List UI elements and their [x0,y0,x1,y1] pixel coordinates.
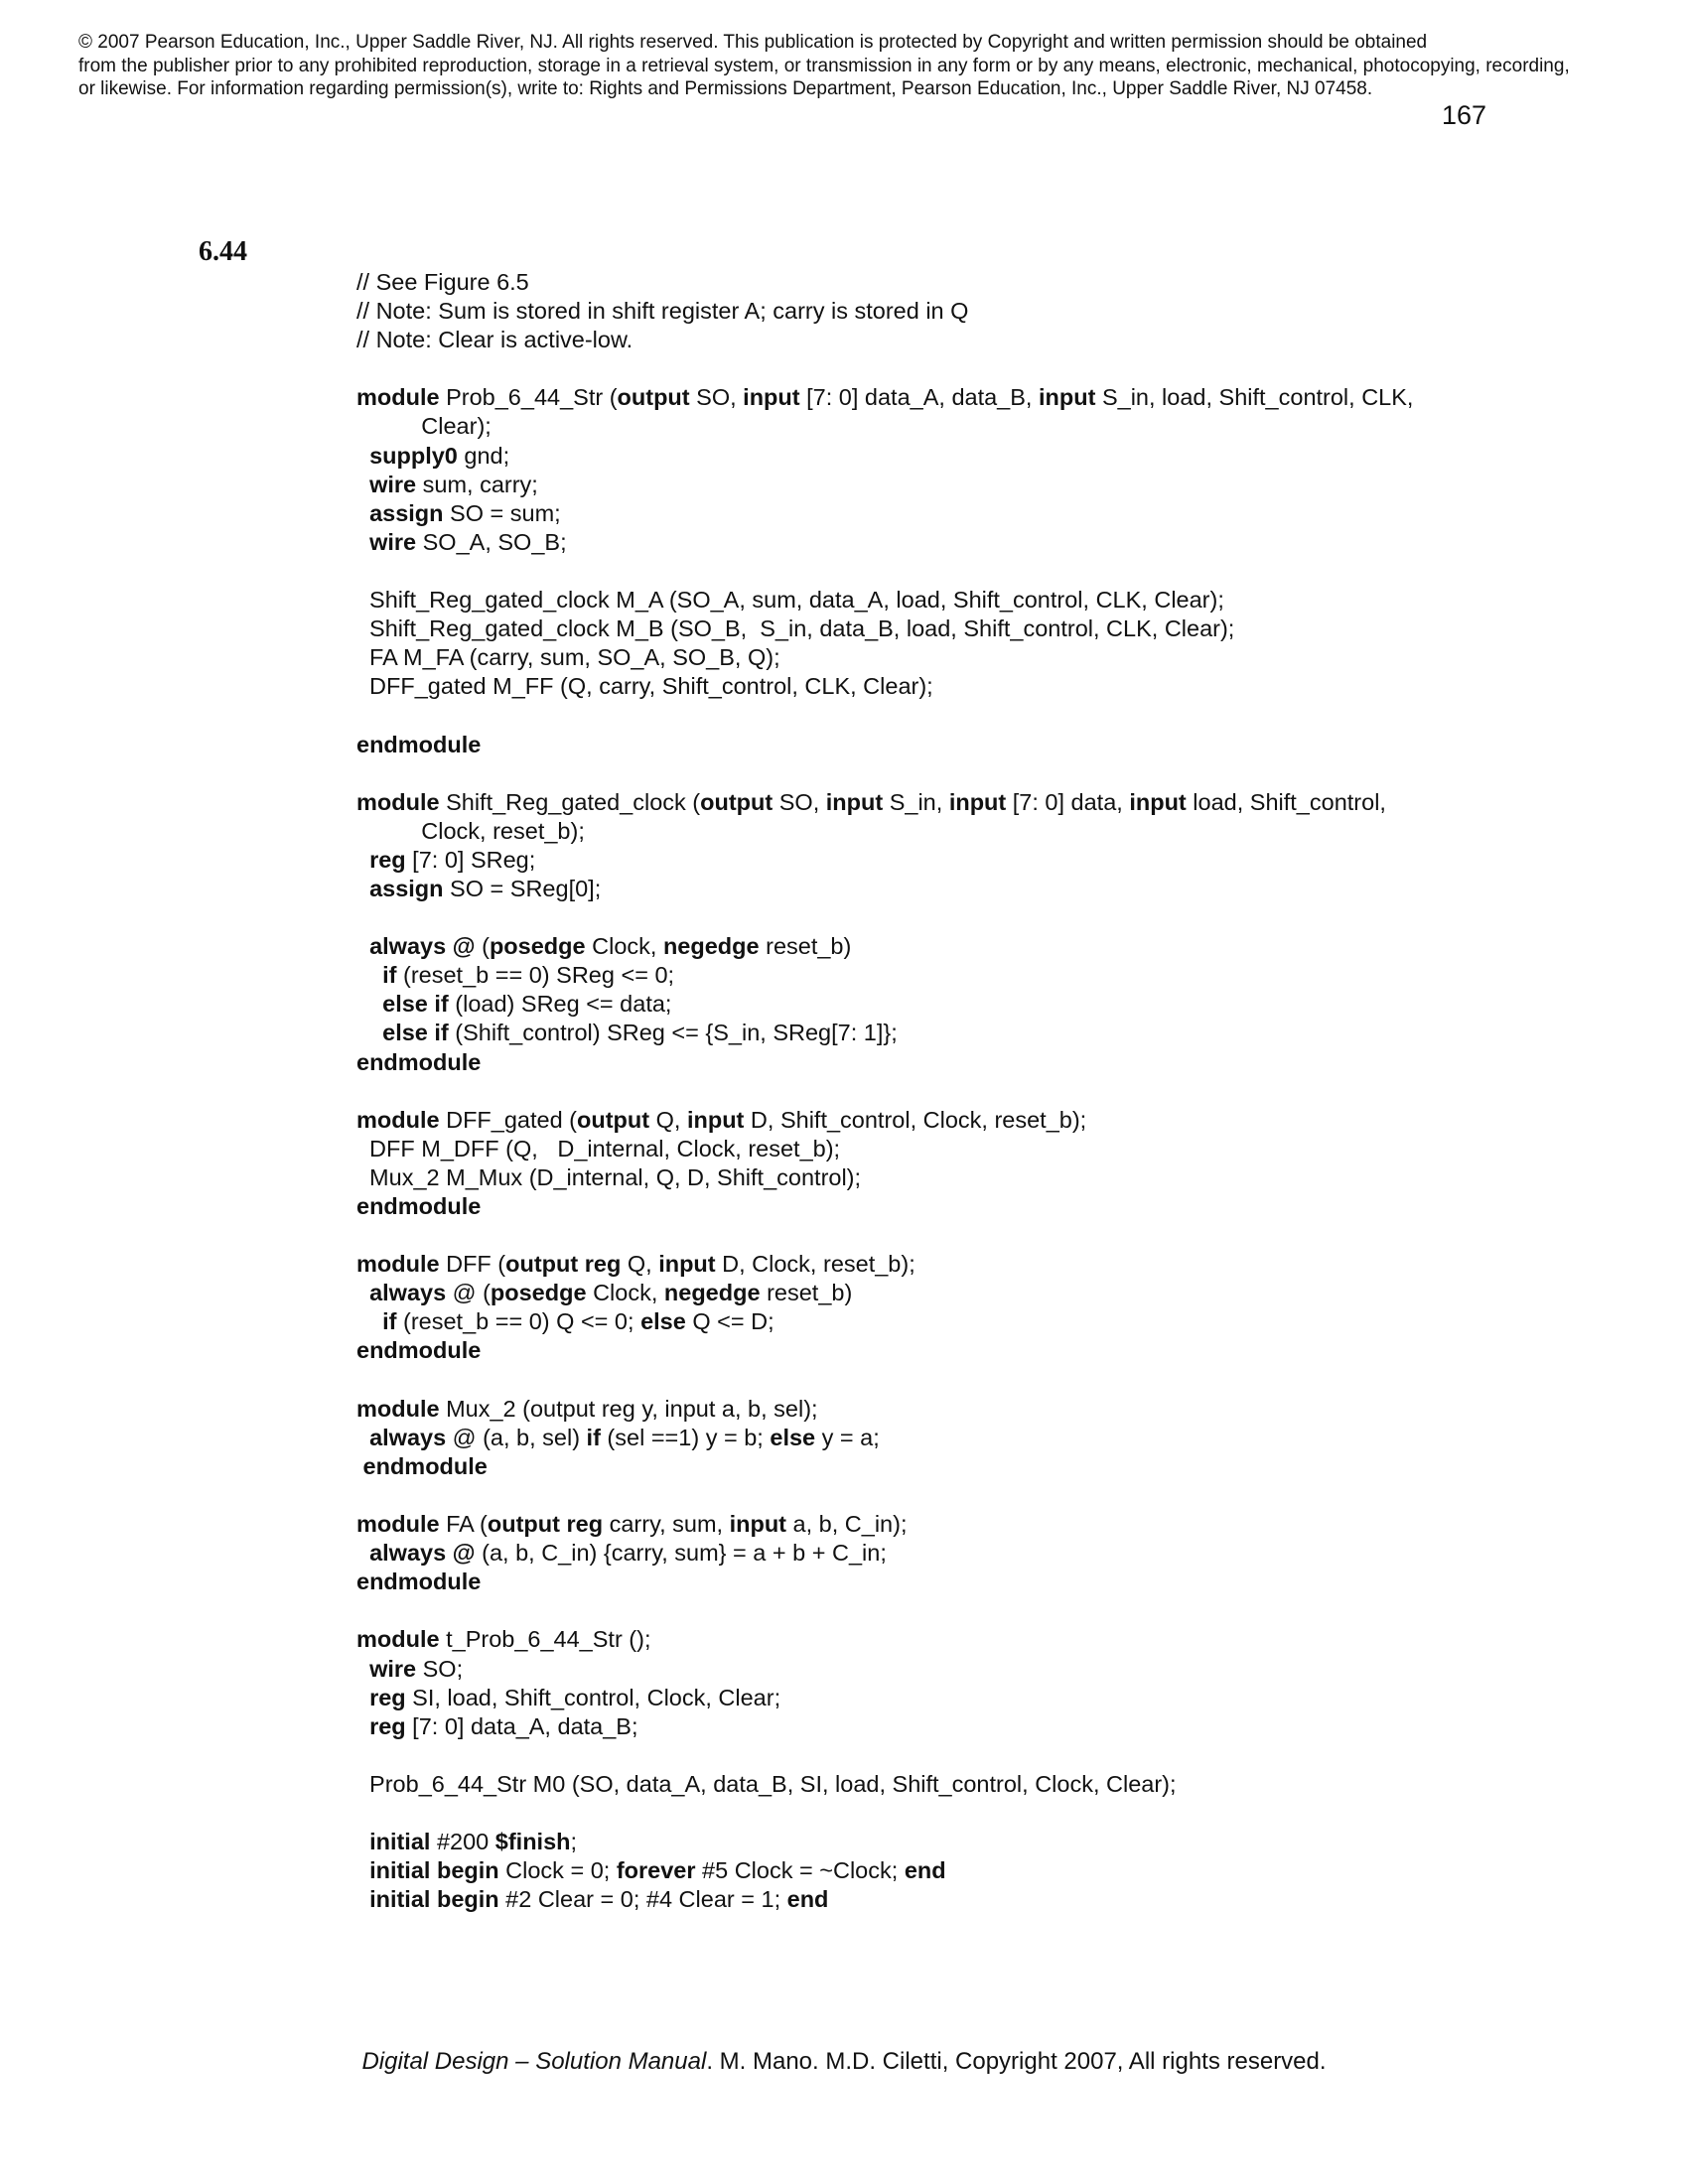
code-text [356,1886,369,1912]
code-text [356,1308,382,1334]
code-keyword: always [369,1280,447,1306]
code-keyword: module [356,1251,440,1278]
code-text: SO; [416,1655,464,1682]
code-text [356,1829,369,1854]
code-line [356,1684,1647,1712]
code-line [356,1539,1647,1568]
footer-citation [0,2048,1688,2076]
code-text [356,933,369,959]
code-line [356,1307,1647,1336]
code-blank-line [356,759,1647,788]
code-line [356,846,1647,875]
code-text: (load) SReg <= data; [448,991,672,1018]
code-keyword: endmodule [356,731,482,757]
code-line [356,383,1647,412]
code-line [356,1655,1647,1684]
code-text: [7: 0] data, [1006,788,1130,815]
code-text: (Shift_control) SReg <= {S_in, SReg[7: 1]}; [448,1020,898,1046]
code-keyword: endmodule [356,1337,482,1364]
code-text: DFF M_DFF (Q, D_internal, Clock, reset_b); [356,1135,841,1161]
code-keyword: posedge [490,1280,587,1306]
code-keyword: wire [369,1655,417,1682]
code-line [356,1279,1647,1307]
code-line [356,1856,1647,1885]
code-text: Mux_2 M_Mux (D_internal, Q, D, Shift_control); [356,1163,862,1190]
code-text [356,1020,382,1045]
copyright-line: from the publisher prior to any prohibited reproduction, storage in a retrieval system, or transmission in any form or by any means, electronic, mechanical, photocopying, recording, [78,55,1570,76]
code-text: Clock, reset_b); [356,817,585,844]
code-text: Prob_6_44_Str M0 (SO, data_A, data_B, SI, load, Shift_control, Clock, Clear); [356,1770,1177,1797]
code-keyword: always @ [369,1540,476,1567]
code-text: ; [570,1829,578,1855]
code-keyword: input [1039,384,1096,411]
code-text [356,500,369,526]
code-text [356,1857,369,1883]
code-text [356,1685,369,1710]
code-text: (reset_b == 0) SReg <= 0; [396,962,675,989]
code-blank-line [356,1077,1647,1106]
code-keyword: $finish [494,1829,571,1855]
code-text [356,847,369,873]
code-text: SO_A, SO_B; [416,528,567,555]
code-keyword: module [356,1106,440,1133]
code-keyword: output [617,384,690,411]
code-keyword: endmodule [356,1048,482,1075]
code-text: D, Clock, reset_b); [715,1251,915,1278]
code-keyword: end [786,1886,829,1913]
code-keyword: negedge [663,1280,761,1306]
code-text: [7: 0] data_A, data_B, [799,384,1039,411]
code-keyword: initial [369,1829,431,1855]
code-text: [7: 0] SReg; [405,846,536,873]
code-text: DFF_gated M_FF (Q, carry, Shift_control, CLK, Clear); [356,673,933,700]
code-keyword: supply0 [369,442,458,469]
code-text: y = a; [815,1424,880,1450]
footer-rest: . M. Mano. M.D. Ciletti, Copyright 2007, All rights reserved. [706,2048,1327,2075]
code-text: Clock, [585,933,663,960]
code-blank-line [356,1481,1647,1510]
code-keyword: endmodule [362,1452,488,1479]
footer-book-title: Digital Design – Solution Manual [361,2048,707,2075]
code-text: reset_b) [759,933,852,960]
code-line [356,961,1647,990]
code-text: load, Shift_control, [1186,788,1386,815]
code-text: ( [475,933,490,960]
code-text: #5 Clock = ~Clock; [695,1857,905,1884]
verilog-code-listing [356,268,1647,1914]
code-blank-line [356,354,1647,383]
code-text: gnd; [457,442,510,469]
code-text: SO = sum; [443,499,561,526]
code-keyword: input [1129,788,1187,815]
code-line [356,442,1647,471]
code-keyword: input [743,384,800,411]
code-keyword: end [904,1857,946,1884]
code-blank-line [356,903,1647,932]
code-blank-line [356,1799,1647,1828]
code-text [356,529,369,555]
code-text [356,876,369,901]
code-text: Prob_6_44_Str ( [439,384,618,411]
code-line [356,499,1647,528]
code-keyword: reg [369,1712,406,1739]
code-line [356,1106,1647,1135]
code-keyword: assign [369,499,444,526]
code-line [356,875,1647,903]
code-line [356,1510,1647,1539]
code-line [356,1828,1647,1856]
code-text: t_Prob_6_44_Str (); [439,1626,651,1653]
code-keyword: output [577,1106,650,1133]
code-keyword: always [369,1424,447,1450]
code-text: Shift_Reg_gated_clock ( [439,788,701,815]
code-keyword: assign [369,875,444,901]
code-text: Q, [621,1251,659,1278]
code-text: DFF ( [439,1251,506,1278]
code-text: sum, carry; [416,471,538,497]
code-text [356,1656,369,1682]
code-line [356,297,1647,326]
code-keyword: initial begin [369,1886,499,1913]
code-keyword: module [356,788,440,815]
code-line [356,412,1647,441]
code-keyword: else [640,1308,686,1335]
code-keyword: endmodule [356,1569,482,1595]
code-text: SO, [773,788,826,815]
code-text: S_in, [883,788,949,815]
code-line [356,528,1647,557]
code-keyword: output reg [487,1511,604,1538]
code-text: S_in, load, Shift_control, CLK, [1095,384,1414,411]
code-keyword: module [356,1395,440,1422]
code-text: reset_b) [760,1280,853,1306]
code-line [356,1424,1647,1452]
problem-number: 6.44 [199,236,247,267]
code-line [356,990,1647,1019]
code-text: (sel ==1) y = b; [600,1424,771,1450]
copyright-notice [78,31,1627,101]
code-keyword: forever [616,1857,696,1884]
code-line [356,1135,1647,1163]
code-line [356,1885,1647,1914]
code-blank-line [356,1366,1647,1395]
code-text: Clock, [586,1280,664,1306]
code-text [356,443,369,469]
code-line [356,932,1647,961]
code-keyword: module [356,1511,440,1538]
code-blank-line [356,1221,1647,1250]
code-text: FA M_FA (carry, sum, SO_A, SO_B, Q); [356,644,780,671]
code-keyword: endmodule [356,1193,482,1219]
code-keyword: input [658,1251,716,1278]
code-line [356,1048,1647,1077]
code-keyword: output [700,788,774,815]
copyright-line: or likewise. For information regarding permission(s), write to: Rights and Permissions Department, Pearson Education, Inc., Upper Saddle River, NJ 07458. [78,78,1373,99]
code-text [356,1425,369,1450]
code-line [356,1192,1647,1221]
code-text: D, Shift_control, Clock, reset_b); [744,1106,1087,1133]
code-blank-line [356,1596,1647,1625]
code-keyword: if [382,1308,397,1335]
code-text: // Note: Sum is stored in shift register A; carry is stored in Q [356,298,969,325]
code-line [356,1250,1647,1279]
code-text: Clear); [356,413,492,440]
code-keyword: else if [382,1020,449,1046]
code-keyword: always @ [369,933,476,960]
code-keyword: wire [369,471,417,497]
code-line [356,731,1647,759]
code-line [356,1336,1647,1365]
code-text [356,1540,369,1566]
code-blank-line [356,701,1647,730]
code-keyword: input [948,788,1007,815]
code-line [356,817,1647,846]
code-text: #200 [430,1829,495,1855]
code-keyword: module [356,1626,440,1653]
code-keyword: else [770,1424,816,1450]
code-keyword: module [356,384,440,411]
code-line [356,643,1647,672]
code-keyword: posedge [489,933,586,960]
code-text: @ ( [446,1280,491,1306]
code-keyword: input [729,1511,787,1538]
code-text: a, b, C_in); [786,1511,908,1538]
code-keyword: output reg [505,1251,622,1278]
code-text: (reset_b == 0) Q <= 0; [396,1308,641,1335]
code-line [356,614,1647,643]
code-blank-line [356,1741,1647,1770]
code-text: #2 Clear = 0; #4 Clear = 1; [498,1886,787,1913]
code-line [356,1770,1647,1799]
code-text [356,962,382,988]
code-text [356,1713,369,1739]
code-line [356,1568,1647,1596]
code-keyword: initial begin [369,1857,499,1884]
code-line [356,326,1647,354]
code-text [356,1280,369,1305]
code-keyword: else if [382,991,449,1018]
code-text: SO = SReg[0]; [443,875,602,901]
code-text: // See Figure 6.5 [356,269,529,295]
code-keyword: reg [369,846,406,873]
code-line [356,586,1647,614]
code-text: (a, b, C_in) {carry, sum} = a + b + C_in; [475,1540,887,1567]
code-keyword: wire [369,528,417,555]
code-text: @ (a, b, sel) [446,1424,587,1450]
code-line [356,1625,1647,1654]
code-line [356,672,1647,701]
code-line [356,788,1647,817]
code-text: [7: 0] data_A, data_B; [405,1712,638,1739]
code-text [356,472,369,497]
code-keyword: input [825,788,884,815]
code-line [356,1452,1647,1481]
code-text [356,991,382,1017]
code-line [356,1712,1647,1741]
code-line [356,1163,1647,1192]
code-keyword: reg [369,1684,406,1710]
code-text: DFF_gated ( [439,1106,578,1133]
code-text: Shift_Reg_gated_clock M_A (SO_A, sum, data_A, load, Shift_control, CLK, Clear); [356,587,1224,614]
code-keyword: if [382,962,397,989]
code-line [356,1019,1647,1047]
code-text: Clock = 0; [498,1857,617,1884]
code-text: Mux_2 (output reg y, input a, b, sel); [439,1395,818,1422]
code-line [356,471,1647,499]
code-text: Q <= D; [685,1308,774,1335]
code-text: carry, sum, [603,1511,730,1538]
code-text: FA ( [439,1511,488,1538]
code-text: // Note: Clear is active-low. [356,327,633,353]
code-text: Q, [649,1106,687,1133]
code-line [356,268,1647,297]
page-number: 167 [1442,100,1487,130]
code-text: SI, load, Shift_control, Clock, Clear; [405,1684,781,1710]
code-keyword: negedge [662,933,760,960]
code-text: Shift_Reg_gated_clock M_B (SO_B, S_in, data_B, load, Shift_control, CLK, Clear); [356,615,1235,642]
copyright-line: © 2007 Pearson Education, Inc., Upper Saddle River, NJ. All rights reserved. This publication is protected by Copyright and written permission should be obtained [78,32,1428,53]
code-text: SO, [689,384,744,411]
code-keyword: if [586,1424,601,1450]
code-blank-line [356,557,1647,586]
code-keyword: input [686,1106,745,1133]
code-line [356,1395,1647,1424]
